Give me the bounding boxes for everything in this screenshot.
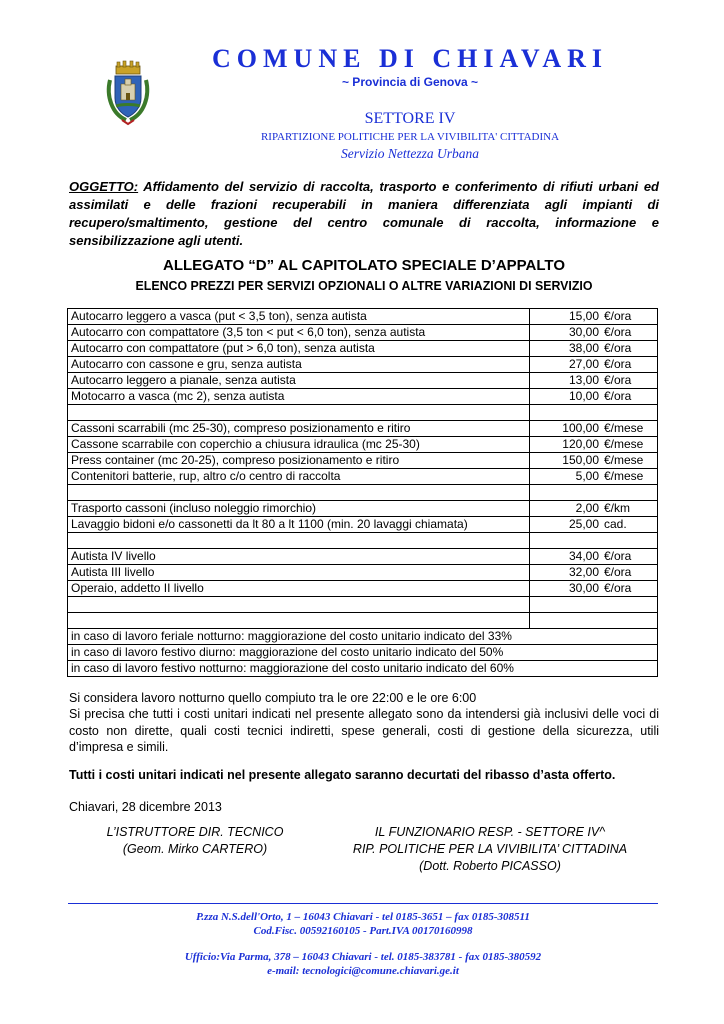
footer-address: P.zza N.S.dell'Orto, 1 – 16043 Chiavari - tel 0185-3651 – fax 0185-308511 [196, 911, 530, 923]
price-row-value [530, 389, 658, 405]
price-row-description [68, 405, 530, 421]
price-row-description: Autocarro con compattatore (3,5 ton < put < 6,0 ton), senza autista [68, 325, 530, 341]
surcharge-note: in caso di lavoro festivo diurno: maggiorazione del costo unitario indicato del 50% [68, 645, 658, 661]
price-row-description: Motocarro a vasca (mc 2), senza autista [68, 389, 530, 405]
price-unit: €/ora [604, 581, 632, 595]
price-amount: 25,00 [568, 517, 599, 531]
price-row-description: Autocarro leggero a vasca (put < 3,5 ton), senza autista [68, 309, 530, 325]
price-row [68, 453, 658, 469]
coat-of-arms-icon [104, 60, 152, 126]
price-amount: 15,00 [568, 309, 599, 323]
night-work-note: Si considera lavoro notturno quello compiuto tra le ore 22:00 e le ore 6:00 [69, 691, 477, 705]
price-row-description: Cassone scarrabile con coperchio a chiusura idraulica (mc 25-30) [68, 437, 530, 453]
price-row-value [530, 581, 658, 597]
price-unit: €/ora [604, 549, 632, 563]
price-amount: 150,00 [562, 453, 599, 467]
subject-label: OGGETTO: [69, 179, 139, 194]
cost-inclusion-note: Si precisa che tutti i costi unitari indicati nel presente allegato sono da intendersi già inclusivi delle voci di costo non dirette, quali costi tecnici indiretti, spese generali, costi di gestione della sicurezza, utili d’impresa e simili. [69, 707, 659, 754]
price-unit: €/mese [604, 437, 644, 451]
price-row [68, 501, 658, 517]
footer-divider [68, 903, 658, 904]
price-row [68, 357, 658, 373]
price-unit: €/ora [604, 341, 632, 355]
price-row-value [530, 309, 658, 325]
price-row [68, 517, 658, 533]
price-row-description: Autocarro leggero a pianale, senza autista [68, 373, 530, 389]
footer-email: e-mail: tecnologici@comune.chiavari.ge.it [267, 965, 459, 977]
province-subtitle: ~ Provincia di Genova ~ [341, 75, 479, 89]
price-unit: €/mese [604, 421, 644, 435]
price-row [68, 405, 658, 421]
price-row-description [68, 485, 530, 501]
sector-heading: SETTORE IV [364, 110, 456, 127]
price-row-description [68, 613, 530, 629]
price-amount: 27,00 [568, 357, 599, 371]
price-amount: 10,00 [568, 389, 599, 403]
price-row-value [530, 453, 658, 469]
price-row-value [530, 517, 658, 533]
price-amount: 100,00 [562, 421, 599, 435]
price-row [68, 373, 658, 389]
subject-text: Affidamento del servizio di raccolta, trasporto e conferimento di rifiuti urbani ed assimilati e delle frazioni recuperabili in maniera differenziata agli impianti di recupero/smaltimento, gestione del centro comunale di raccolta, informazione e sensibilizzazione agli utenti. [69, 179, 659, 248]
price-unit: €/ora [604, 357, 632, 371]
place-date: Chiavari, 28 dicembre 2013 [69, 800, 222, 814]
price-row-value [530, 565, 658, 581]
footer-office: Ufficio:Via Parma, 378 – 16043 Chiavari - tel. 0185-383781 - fax 0185-380592 [184, 951, 542, 963]
subject-paragraph [69, 178, 659, 250]
price-row-value [530, 469, 658, 485]
left-signature-role: L’ISTRUTTORE DIR. TECNICO [106, 825, 284, 839]
price-row-description: Autista III livello [68, 565, 530, 581]
price-row-value [530, 533, 658, 549]
price-unit: €/ora [604, 373, 632, 387]
price-row [68, 533, 658, 549]
price-amount: 38,00 [568, 341, 599, 355]
price-unit: €/km [604, 501, 631, 515]
price-row-description: Autocarro con compattatore (put > 6,0 ton), senza autista [68, 341, 530, 357]
price-amount: 34,00 [568, 549, 599, 563]
price-row [68, 613, 658, 629]
price-row-description: Autista IV livello [68, 549, 530, 565]
price-row-value [530, 421, 658, 437]
price-amount: 5,00 [575, 469, 599, 483]
price-unit: €/ora [604, 389, 632, 403]
price-unit: cad. [604, 517, 627, 531]
left-signature-name: (Geom. Mirko CARTERO) [122, 842, 268, 856]
price-table-body [68, 309, 658, 677]
surcharge-row [68, 645, 658, 661]
price-row [68, 565, 658, 581]
price-row-description: Cassoni scarrabili (mc 25-30), compreso posizionamento e ritiro [68, 421, 530, 437]
price-unit: €/mese [604, 453, 644, 467]
price-row-description [68, 533, 530, 549]
footer-tax-codes: Cod.Fisc. 00592160105 - Part.IVA 00170160998 [253, 925, 473, 937]
price-row [68, 549, 658, 565]
price-row-description: Trasporto cassoni (incluso noleggio rimorchio) [68, 501, 530, 517]
price-row-value [530, 405, 658, 421]
price-amount: 120,00 [562, 437, 599, 451]
right-signature-division: RIP. POLITICHE PER LA VIVIBILITA’ CITTADINA [352, 842, 628, 856]
surcharge-note: in caso di lavoro feriale notturno: maggiorazione del costo unitario indicato del 33% [68, 629, 658, 645]
surcharge-row [68, 629, 658, 645]
price-row [68, 325, 658, 341]
price-row [68, 581, 658, 597]
price-row [68, 389, 658, 405]
right-signature-role: IL FUNZIONARIO RESP. - SETTORE IV^ [374, 825, 606, 839]
price-amount: 30,00 [568, 581, 599, 595]
price-amount: 32,00 [568, 565, 599, 579]
price-row-value [530, 549, 658, 565]
price-list-title: ELENCO PREZZI PER SERVIZI OPZIONALI O ALTRE VARIAZIONI DI SERVIZIO [135, 278, 593, 293]
price-unit: €/ora [604, 565, 632, 579]
price-row [68, 469, 658, 485]
price-row-value [530, 613, 658, 629]
price-row [68, 437, 658, 453]
municipality-title: COMUNE DI CHIAVARI [212, 44, 608, 73]
right-signature-block [330, 824, 650, 875]
surcharge-row [68, 661, 658, 677]
attachment-title: ALLEGATO “D” AL CAPITOLATO SPECIALE D’APPALTO [163, 257, 565, 274]
price-unit: €/ora [604, 309, 632, 323]
price-row-value [530, 357, 658, 373]
price-row [68, 309, 658, 325]
price-row [68, 341, 658, 357]
price-row-value [530, 485, 658, 501]
price-row [68, 597, 658, 613]
discount-note: Tutti i costi unitari indicati nel presente allegato saranno decurtati del ribasso d’asta offerto. [69, 768, 616, 782]
price-unit: €/mese [604, 469, 644, 483]
surcharge-note: in caso di lavoro festivo notturno: maggiorazione del costo unitario indicato del 60% [68, 661, 658, 677]
price-row-value [530, 437, 658, 453]
price-row [68, 485, 658, 501]
price-unit: €/ora [604, 325, 632, 339]
division-heading: RIPARTIZIONE POLITICHE PER LA VIVIBILITA' CITTADINA [260, 131, 560, 143]
price-amount: 2,00 [575, 501, 599, 515]
price-row-description: Lavaggio bidoni e/o cassonetti da lt 80 a lt 1100 (min. 20 lavaggi chiamata) [68, 517, 530, 533]
left-signature-block [95, 824, 295, 858]
price-row-description: Press container (mc 20-25), compreso posizionamento e ritiro [68, 453, 530, 469]
price-row-value [530, 597, 658, 613]
price-row-description: Operaio, addetto II livello [68, 581, 530, 597]
price-table [67, 308, 658, 677]
price-row [68, 421, 658, 437]
price-amount: 13,00 [568, 373, 599, 387]
price-amount: 30,00 [568, 325, 599, 339]
price-row-description [68, 597, 530, 613]
service-heading: Servizio Nettezza Urbana [341, 146, 479, 161]
price-row-value [530, 373, 658, 389]
right-signature-name: (Dott. Roberto PICASSO) [419, 859, 561, 873]
price-row-value [530, 501, 658, 517]
price-row-value [530, 325, 658, 341]
price-row-description: Autocarro con cassone e gru, senza autista [68, 357, 530, 373]
price-row-description: Contenitori batterie, rup, altro c/o centro di raccolta [68, 469, 530, 485]
price-row-value [530, 341, 658, 357]
